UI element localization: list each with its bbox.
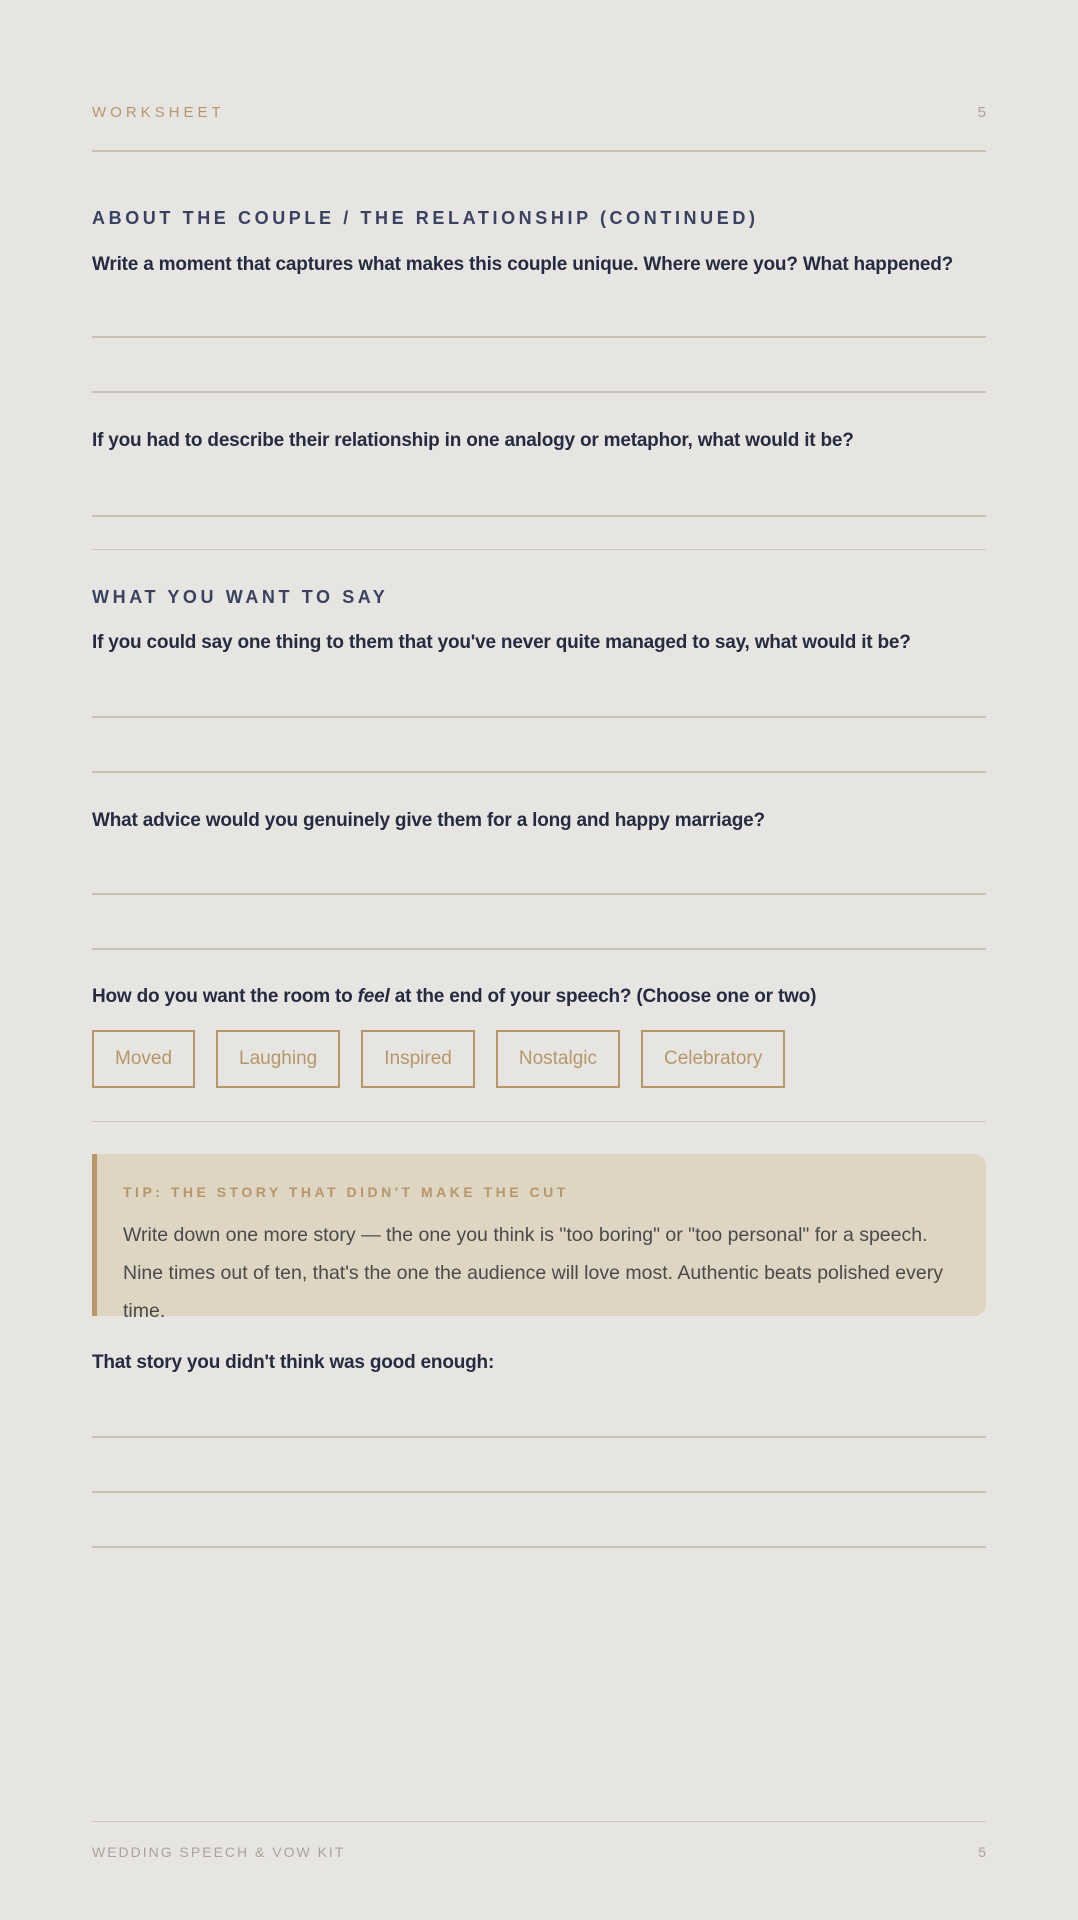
mood-option-inspired[interactable]: Inspired xyxy=(361,1030,475,1088)
question-one-thing: If you could say one thing to them that you've never quite managed to say, what would it be? xyxy=(92,632,911,653)
footer-label: WEDDING SPEECH & VOW KIT xyxy=(92,1844,346,1860)
page-header xyxy=(92,104,986,126)
answer-line-q3-1[interactable] xyxy=(92,716,986,718)
mood-option-moved[interactable]: Moved xyxy=(92,1030,195,1088)
header-divider xyxy=(92,150,986,152)
header-page-number: 5 xyxy=(977,104,986,121)
question-unique-moment: Write a moment that captures what makes this couple unique. Where were you? What happened? xyxy=(92,254,954,275)
section-title-what-to-say: WHAT YOU WANT TO SAY xyxy=(92,587,389,607)
question-advice: What advice would you genuinely give them for a long and happy marriage? xyxy=(92,810,765,831)
question-analogy: If you had to describe their relationship in one analogy or metaphor, what would it be? xyxy=(92,430,854,451)
answer-line-q1-1[interactable] xyxy=(92,336,986,338)
header-label: WORKSHEET xyxy=(92,104,225,121)
mood-options xyxy=(92,1030,785,1088)
answer-line-q4-2[interactable] xyxy=(92,948,986,950)
section-divider xyxy=(92,549,986,550)
answer-line-q2-1[interactable] xyxy=(92,515,986,517)
tip-callout xyxy=(92,1154,986,1322)
footer-page-number: 5 xyxy=(978,1844,986,1860)
footer-divider xyxy=(92,1821,986,1822)
answer-line-q6-2[interactable] xyxy=(92,1491,986,1493)
question-room-feel: How do you want the room to feel at the end of your speech? (Choose one or two) xyxy=(92,986,817,1007)
mood-option-celebratory[interactable]: Celebratory xyxy=(641,1030,785,1088)
tip-body: Write down one more story — the one you think is "too boring" or "too personal" for a speech. Nine times out of ten, that's the one the audience will love most. Authentic beats polished every time. xyxy=(123,1224,943,1322)
answer-line-q6-1[interactable] xyxy=(92,1436,986,1438)
mood-option-nostalgic[interactable]: Nostalgic xyxy=(496,1030,620,1088)
tip-title: TIP: THE STORY THAT DIDN'T MAKE THE CUT xyxy=(123,1184,569,1200)
answer-line-q6-3[interactable] xyxy=(92,1546,986,1548)
worksheet-page xyxy=(92,0,986,1920)
section-title-about-couple: ABOUT THE COUPLE / THE RELATIONSHIP (CONTINUED) xyxy=(92,208,759,228)
answer-line-q1-2[interactable] xyxy=(92,391,986,393)
answer-line-q3-2[interactable] xyxy=(92,771,986,773)
section-divider xyxy=(92,1121,986,1122)
answer-line-q4-1[interactable] xyxy=(92,893,986,895)
question-extra-story: That story you didn't think was good enough: xyxy=(92,1352,495,1373)
mood-option-laughing[interactable]: Laughing xyxy=(216,1030,340,1088)
